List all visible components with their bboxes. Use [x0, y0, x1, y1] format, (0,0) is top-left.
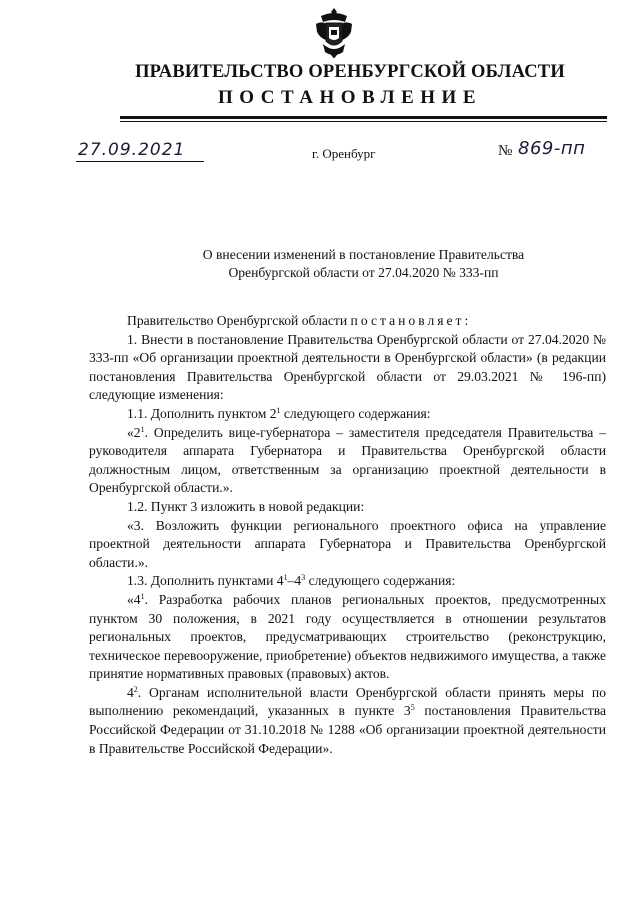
quote-4-start: 4: [127, 684, 134, 700]
quote-3-start: «4: [127, 591, 141, 607]
item-1-1-tail: следующего содержания:: [280, 405, 431, 421]
document-city: г. Оренбург: [312, 146, 376, 161]
coat-of-arms-emblem-icon: [313, 6, 355, 58]
superscript: 3: [301, 573, 306, 583]
item-1: 1. Внести в постановление Правительства Оренбургской области от 27.04.2020 № 333-пп «Об организации проектной деятельности в Оренбургской области» (в редакции постановления Правительства Оренбургской области от 29.03.2021 № 196-пп) следующие изменения:: [89, 331, 606, 403]
document-number: 869-пп: [518, 138, 586, 159]
document-date: 27.09.2021: [78, 140, 186, 160]
preamble-resolves: постановляет:: [350, 313, 472, 328]
quote-4-text: . Органам исполнительной власти Оренбургской области принять меры по выполнению рекомендаций, указанных в пункте 3: [89, 684, 606, 719]
superscript: 2: [133, 684, 138, 694]
quote-4-tail: постановления Правительства Российской Федерации от 31.10.2018 № 1288 «Об организации проектной деятельности в Правительстве Российской Федерации».: [89, 703, 606, 756]
superscript: 1: [140, 591, 145, 601]
item-1-3-text: 1.3. Дополнить пунктами 4: [127, 573, 284, 589]
superscript: 5: [410, 703, 415, 713]
preamble: [89, 312, 606, 331]
quote-point-3: «3. Возложить функции регионального проектного офиса на управление проектной деятельности аппарата Губернатора и Правительства Оренбургской области.».: [89, 517, 606, 570]
government-name: ПРАВИТЕЛЬСТВО ОРЕНБУРГСКОЙ ОБЛАСТИ: [135, 62, 565, 82]
item-1-1: [89, 405, 606, 424]
quote-1-start: «2: [127, 424, 141, 440]
superscript: 1: [140, 424, 145, 434]
superscript: 1: [276, 405, 281, 415]
quote-3-text: . Разработка рабочих планов региональных проектов, предусмотренных пунктом 30 положения, в 2021 году осуществляется в отношении результатов региональных проектов, предусматривающих строительство (реконструкцию, техническое перевооружение, приобретение) объектов недвижимого имущества, а также принятие нормативных правовых (правовых) актов.: [89, 591, 606, 682]
item-1-2: 1.2. Пункт 3 изложить в новой редакции:: [127, 498, 365, 514]
item-1-3: [89, 572, 606, 591]
superscript: 1: [283, 573, 288, 583]
header-rule-thick: [120, 116, 607, 119]
document-type-title: ПОСТАНОВЛЕНИЕ: [217, 87, 483, 108]
date-underline: [76, 161, 204, 162]
quote-point-2-1: [89, 424, 606, 498]
item-1-1-text: 1.1. Дополнить пунктом 2: [127, 405, 277, 421]
document-subject: [120, 246, 607, 281]
document-number-label: №: [498, 143, 513, 159]
preamble-lead: Правительство Оренбургской области: [127, 313, 351, 328]
subject-line-2: Оренбургской области от 27.04.2020 № 333-пп: [228, 264, 499, 280]
quote-point-4-1: [89, 591, 606, 684]
item-1-3-range: –4: [287, 573, 302, 589]
subject-line-1: О внесении изменений в постановление Правительства: [202, 247, 525, 262]
item-1-3-tail: следующего содержания:: [305, 573, 456, 589]
header-rule-thin: [120, 121, 607, 122]
quote-point-4-2: [89, 684, 606, 758]
quote-1-text: . Определить вице-губернатора – заместителя председателя Правительства – руководителя аппарата Губернатора и Правительства Оренбургской области должностным лицом, ответственным за организацию проектной деятельности в Оренбургской области.».: [89, 424, 606, 496]
document-body: [89, 312, 606, 758]
